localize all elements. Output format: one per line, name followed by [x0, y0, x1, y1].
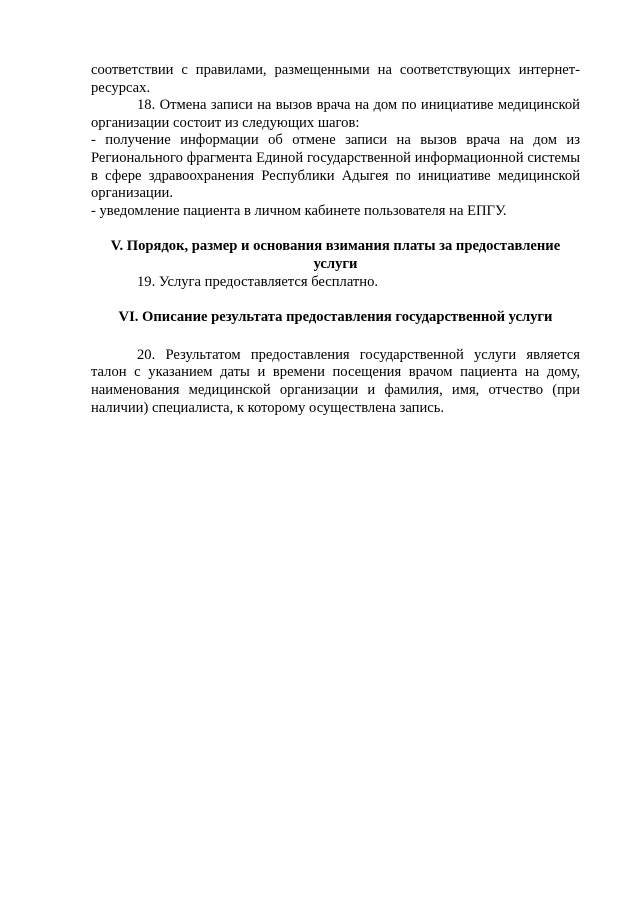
spacer [91, 291, 580, 309]
document-page [91, 62, 580, 417]
paragraph-18-item-2: - уведомление пациента в личном кабинете пользователя на ЕПГУ. [91, 202, 507, 219]
spacer [91, 220, 580, 238]
paragraph-18-item-1: - получение информации об отмене записи на вызов врача на дом из Регионального фрагмента Единой государственной информационной системы в сфере здравоохранения Республики Адыгея по инициативе медицинской организации. [91, 132, 580, 202]
paragraph-19: 19. Услуга предоставляется бесплатно. [137, 273, 379, 290]
paragraph-18: 18. Отмена записи на вызов врача на дом по инициативе медицинской организации состоит из следующих шагов: [91, 97, 580, 131]
paragraph-continuation: соответствии с правилами, размещенными на соответствующих интернет-ресурсах. [91, 62, 580, 96]
section-heading-v: V. Порядок, размер и основания взимания платы за предоставление услуги [110, 238, 561, 272]
spacer [91, 327, 580, 347]
paragraph-20: 20. Результатом предоставления государственной услуги является талон с указанием даты и времени посещения врачом пациента на дому, наименования медицинской организации и фамилия, имя, отчество (при наличии) специалиста, к которому осуществлена запись. [91, 346, 580, 416]
section-heading-vi: VI. Описание результата предоставления государственной услуги [118, 309, 553, 326]
